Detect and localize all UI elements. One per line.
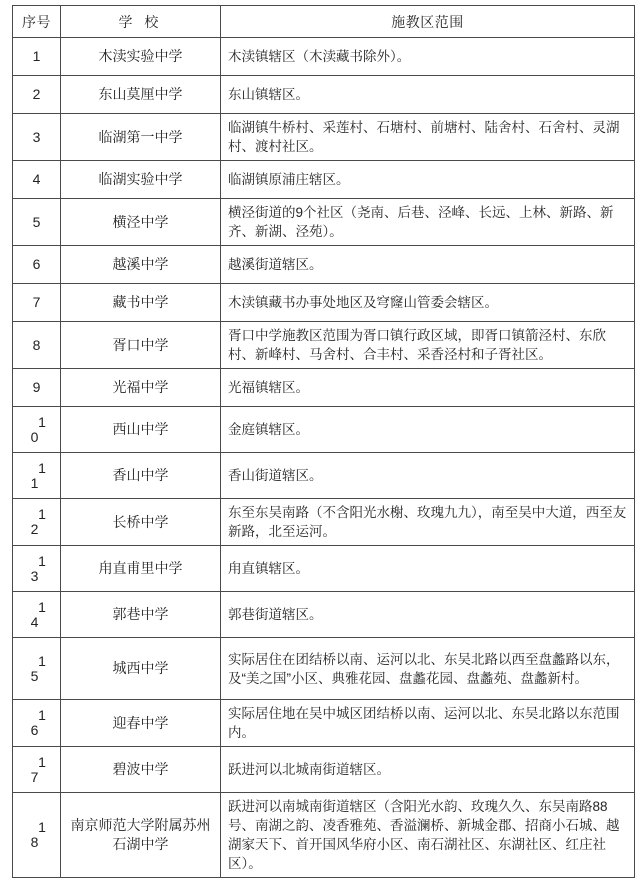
- table-row: [13, 369, 635, 407]
- table-row: [13, 700, 635, 747]
- row-number-digit-2: 4: [30, 613, 39, 630]
- table-row: [13, 499, 635, 546]
- cell-district-range: 光福镇辖区。: [221, 369, 635, 407]
- cell-row-number: 4: [13, 161, 61, 199]
- cell-district-range: 甪直镇辖区。: [221, 546, 635, 592]
- cell-school-name: 甪直甫里中学: [61, 546, 221, 592]
- cell-district-range: 木渎镇辖区（木渎藏书除外）。: [221, 38, 635, 76]
- row-number-digit-1: 1: [38, 506, 46, 522]
- row-number-digit-1: 1: [38, 552, 46, 569]
- cell-row-number: [13, 499, 61, 546]
- cell-row-number: [13, 453, 61, 499]
- row-number-stacked: [13, 554, 60, 584]
- table-row: [13, 161, 635, 199]
- table-row: [13, 246, 635, 284]
- row-number-stacked: [13, 507, 60, 537]
- table-row: [13, 592, 635, 638]
- cell-district-range: 临湖镇牛桥村、采莲村、石塘村、前塘村、陆舍村、石舍村、灵湖村、渡村社区。: [221, 114, 635, 161]
- row-number-digit-1: 1: [38, 707, 46, 723]
- cell-district-range: 东至东吴南路（不含阳光水榭、玫瑰九九），南至吴中大道，西至友新路，北至运河。: [221, 499, 635, 546]
- row-number-stacked: [13, 755, 60, 785]
- cell-district-range: 金庭镇辖区。: [221, 407, 635, 453]
- school-district-table: [12, 5, 635, 878]
- row-number-stacked: [13, 461, 60, 491]
- row-number-digit-2: 5: [30, 667, 39, 684]
- cell-row-number: 2: [13, 76, 61, 114]
- row-number-digit-2: 1: [30, 474, 39, 491]
- row-number-stacked: [13, 600, 60, 630]
- table-header: [13, 6, 635, 38]
- cell-row-number: 8: [13, 322, 61, 369]
- cell-district-range: 胥口中学施教区范围为胥口镇行政区域，即胥口镇箭泾村、东欣村、新峰村、马舍村、合丰村、采香泾村和子胥社区。: [221, 322, 635, 369]
- cell-school-name: 城西中学: [61, 638, 221, 700]
- row-number-digit-1: 1: [38, 598, 46, 615]
- cell-row-number: [13, 747, 61, 793]
- row-number-digit-1: 1: [38, 819, 46, 835]
- table-row: [13, 747, 635, 793]
- table-header-row: [13, 6, 635, 38]
- row-number-digit-1: 1: [38, 413, 46, 430]
- cell-district-range: 木渎镇藏书办事处地区及穹窿山管委会辖区。: [221, 284, 635, 322]
- cell-row-number: [13, 592, 61, 638]
- cell-district-range: 香山街道辖区。: [221, 453, 635, 499]
- column-header-range: 施教区范围: [221, 6, 635, 38]
- table-row: [13, 453, 635, 499]
- cell-school-name: 迎春中学: [61, 700, 221, 747]
- cell-row-number: [13, 407, 61, 453]
- cell-school-name: 临湖实验中学: [61, 161, 221, 199]
- cell-district-range: 越溪街道辖区。: [221, 246, 635, 284]
- row-number-digit-1: 1: [38, 652, 46, 669]
- cell-row-number: 3: [13, 114, 61, 161]
- row-number-digit-2: 0: [30, 428, 39, 445]
- table-row: [13, 638, 635, 700]
- table-row: [13, 546, 635, 592]
- row-number-digit-1: 1: [38, 459, 46, 476]
- cell-school-name: 横泾中学: [61, 199, 221, 246]
- row-number-stacked: [13, 654, 60, 684]
- cell-school-name: 木渎实验中学: [61, 38, 221, 76]
- table-row: [13, 407, 635, 453]
- table-row: [13, 199, 635, 246]
- table-row: [13, 284, 635, 322]
- row-number-digit-2: 3: [30, 567, 39, 584]
- cell-district-range: 跃进河以北城南街道辖区。: [221, 747, 635, 793]
- row-number-stacked: [13, 820, 60, 850]
- cell-row-number: 9: [13, 369, 61, 407]
- cell-row-number: [13, 700, 61, 747]
- cell-district-range: 跃进河以南城南街道辖区（含阳光水韵、玫瑰久久、东吴南路88号、南湖之韵、凌香雅苑、香溢澜桥、新城金郡、招商小石城、越湖家天下、首开国风华府小区、南石湖社区、东湖社区、红庄社区）。: [221, 793, 635, 878]
- cell-school-name: 郭巷中学: [61, 592, 221, 638]
- cell-school-name: 光福中学: [61, 369, 221, 407]
- cell-row-number: 5: [13, 199, 61, 246]
- cell-row-number: [13, 546, 61, 592]
- cell-district-range: 横泾街道的9个社区（尧南、后巷、泾峰、长远、上林、新路、新齐、新湖、泾苑）。: [221, 199, 635, 246]
- row-number-digit-2: 6: [30, 722, 39, 738]
- table-row: [13, 114, 635, 161]
- table-body: [13, 38, 635, 878]
- cell-school-name: 藏书中学: [61, 284, 221, 322]
- row-number-digit-2: 8: [30, 834, 39, 850]
- cell-district-range: 郭巷街道辖区。: [221, 592, 635, 638]
- row-number-stacked: [13, 708, 60, 738]
- cell-school-name: 长桥中学: [61, 499, 221, 546]
- cell-row-number: 7: [13, 284, 61, 322]
- row-number-stacked: [13, 415, 60, 445]
- cell-school-name: 碧波中学: [61, 747, 221, 793]
- cell-row-number: 1: [13, 38, 61, 76]
- column-header-school: 学 校: [61, 6, 221, 38]
- cell-district-range: 东山镇辖区。: [221, 76, 635, 114]
- table-row: [13, 76, 635, 114]
- table-row: [13, 38, 635, 76]
- cell-school-name: 香山中学: [61, 453, 221, 499]
- cell-school-name: 胥口中学: [61, 322, 221, 369]
- cell-school-name: 临湖第一中学: [61, 114, 221, 161]
- cell-district-range: 实际居住地在吴中城区团结桥以南、运河以北、东吴北路以东范围内。: [221, 700, 635, 747]
- row-number-digit-2: 2: [30, 521, 39, 537]
- cell-district-range: 临湖镇原浦庄辖区。: [221, 161, 635, 199]
- cell-district-range: 实际居住在团结桥以南、运河以北、东吴北路以西至盘蠡路以东，及“美之国”小区、典雅花园、盘蠡花园、盘蠡苑、盘蠡新村。: [221, 638, 635, 700]
- row-number-digit-1: 1: [38, 753, 46, 770]
- cell-row-number: [13, 638, 61, 700]
- row-number-digit-2: 7: [30, 768, 39, 785]
- cell-school-name: 西山中学: [61, 407, 221, 453]
- cell-school-name: 越溪中学: [61, 246, 221, 284]
- cell-row-number: [13, 793, 61, 878]
- column-header-number: 序号: [13, 6, 61, 38]
- table-row: [13, 793, 635, 878]
- cell-school-name: 东山莫厘中学: [61, 76, 221, 114]
- cell-row-number: 6: [13, 246, 61, 284]
- table-row: [13, 322, 635, 369]
- cell-school-name: 南京师范大学附属苏州石湖中学: [61, 793, 221, 878]
